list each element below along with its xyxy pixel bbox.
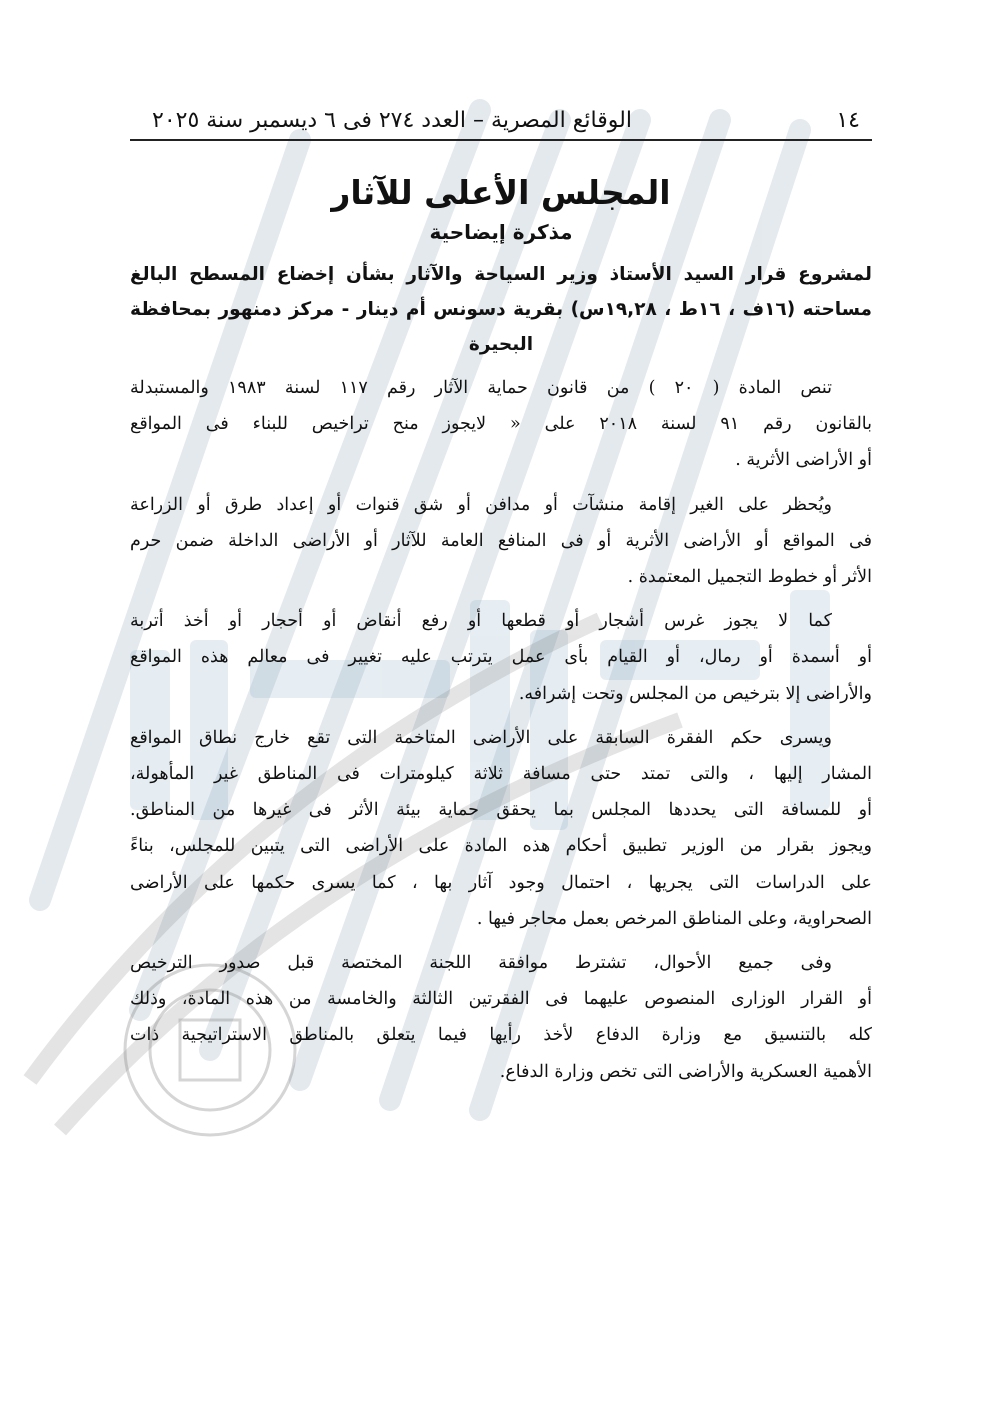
paragraph-line: وفى جميع الأحوال، تشترط موافقة اللجنة المختصة قبل صدور الترخيص <box>130 953 832 974</box>
paragraph-line: أو القرار الوزارى المنصوص عليهما فى الفقرتين الثالثة والخامسة من هذه المادة، وذلك <box>130 989 872 1010</box>
paragraph-line: ويُحظر على الغير إقامة منشآت أو مدافن أو شق قنوات أو إعداد طرق أو الزراعة <box>130 494 832 515</box>
paragraph-line: الأثر أو خطوط التجميل المعتمدة . <box>627 567 872 588</box>
paragraph <box>130 487 872 596</box>
page-header <box>130 108 872 141</box>
paragraph-line: المشار إليها ، والتى تمتد حتى مسافة ثلاثة كيلومترات فى المناطق غير المأهولة، <box>130 764 872 785</box>
paragraph <box>130 945 872 1090</box>
paragraph-line: الصحراوية، وعلى المناطق المرخص بعمل محاجر فيها . <box>476 908 872 929</box>
memo-subject: لمشروع قرار السيد الأستاذ وزير السياحة والآثار بشأن إخضاع المسطح البالغ مساحته (١٦ف ، ١٦ط ، ١٩,٢٨س) بقرية دسونس أم دينار - مركز دمنهور بمحافظة البحيرة <box>130 264 873 355</box>
publication-line: الوقائع المصرية – العدد ٢٧٤ فى ٦ ديسمبر سنة ٢٠٢٥ <box>152 108 632 133</box>
paragraph <box>130 370 872 479</box>
paragraph-line: بالقانون رقم ٩١ لسنة ٢٠١٨ على « لايجوز منح تراخيص للبناء فى المواقع <box>130 414 872 435</box>
memo-body <box>130 370 872 1090</box>
page-number: ١٤ <box>836 108 860 133</box>
paragraph-line: أو الأراضى الأثرية . <box>735 450 872 471</box>
paragraph-line: فى المواقع أو الأراضى الأثرية أو فى المنافع العامة للآثار أو الأراضى الداخلة ضمن حرم <box>130 530 872 551</box>
document-page <box>130 108 872 1090</box>
paragraph-line: كما لا يجوز غرس أشجار أو قطعها أو رفع أنقاض أو أحجار أو أخذ أتربة <box>130 611 832 632</box>
paragraph-line: أو أسمدة أو رمال، أو القيام بأى عمل يترتب عليه تغيير فى معالم هذه المواقع <box>130 647 872 668</box>
paragraph-line: كله بالتنسيق مع وزارة الدفاع لأخذ رأيها فيما يتعلق بالمناطق الاستراتيجية ذات <box>130 1025 872 1046</box>
paragraph <box>130 603 872 712</box>
paragraph-line: والأراضى إلا بترخيص من المجلس وتحت إشرافه. <box>518 683 872 704</box>
paragraph-line: الأهمية العسكرية والأراضى التى تخص وزارة الدفاع. <box>499 1061 872 1082</box>
paragraph-line: ويسرى حكم الفقرة السابقة على الأراضى المتاخمة التى تقع خارج نطاق المواقع <box>130 727 832 748</box>
paragraph <box>130 720 872 937</box>
paragraph-line: على الدراسات التى يجريها ، احتمال وجود آثار بها ، كما يسرى حكمها على الأراضى <box>130 872 872 893</box>
paragraph-line: ويجوز بقرار من الوزير تطبيق أحكام هذه المادة على الأراضى التى يتبين للمجلس، بناءً <box>130 836 872 857</box>
document-subtitle: مذكرة إيضاحية <box>429 220 573 244</box>
paragraph-line: أو للمسافة التى يحددها المجلس بما يحقق حماية بيئة الأثر فى غيرها من المناطق. <box>130 800 872 821</box>
paragraph-line: تنص المادة ( ٢٠ ) من قانون حماية الآثار رقم ١١٧ لسنة ١٩٨٣ والمستبدلة <box>130 378 833 398</box>
document-title: المجلس الأعلى للآثار <box>331 173 671 212</box>
